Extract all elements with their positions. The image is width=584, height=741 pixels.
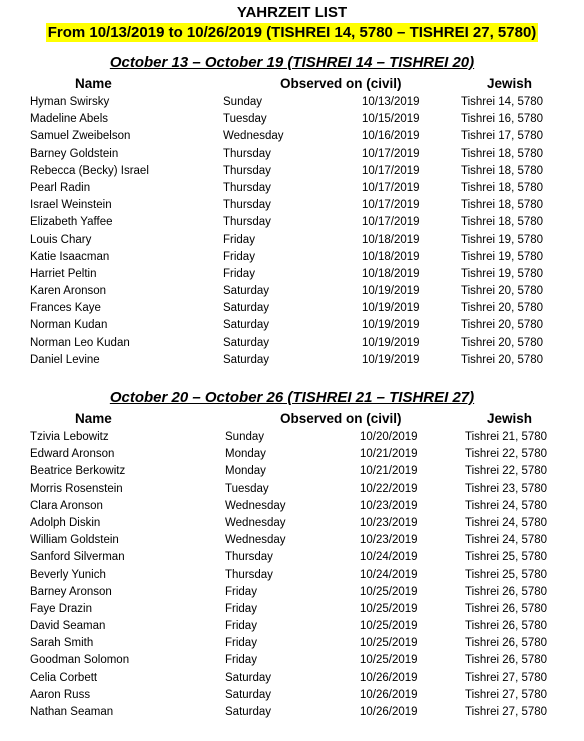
row-name: Norman Kudan [30, 319, 108, 332]
row-day: Wednesday [225, 534, 286, 547]
row-name: Daniel Levine [30, 353, 100, 366]
table-row [0, 584, 584, 601]
section-2 [0, 389, 584, 721]
row-jewish-date: Tishrei 18, 5780 [461, 199, 544, 212]
row-civil-date: 10/22/2019 [360, 482, 418, 495]
row-day: Wednesday [223, 130, 284, 143]
date-range-subtitle: From 10/13/2019 to 10/26/2019 (TISHREI 14, 5780 – TISHREI 27, 5780) [47, 24, 537, 41]
row-jewish-date: Tishrei 27, 5780 [465, 706, 548, 718]
table-row [0, 163, 584, 180]
column-header-jewish: Jewish [487, 411, 533, 426]
row-civil-date: 10/19/2019 [362, 353, 420, 366]
row-name: Hyman Swirsky [30, 96, 110, 108]
row-civil-date: 10/20/2019 [360, 431, 418, 443]
row-day: Thursday [223, 199, 271, 212]
row-jewish-date: Tishrei 19, 5780 [461, 267, 544, 280]
row-name: Morris Rosenstein [30, 482, 123, 495]
row-day: Thursday [223, 181, 271, 194]
row-jewish-date: Tishrei 25, 5780 [465, 551, 548, 564]
row-day: Tuesday [225, 482, 269, 495]
row-name: Beverly Yunich [30, 568, 106, 581]
row-day: Wednesday [225, 516, 286, 529]
row-jewish-date: Tishrei 18, 5780 [461, 147, 544, 160]
row-day: Thursday [223, 164, 271, 177]
row-jewish-date: Tishrei 24, 5780 [465, 499, 548, 512]
row-civil-date: 10/17/2019 [362, 164, 420, 177]
row-civil-date: 10/24/2019 [360, 568, 418, 581]
row-jewish-date: Tishrei 27, 5780 [465, 688, 548, 701]
row-day: Monday [225, 448, 266, 461]
column-header-observed: Observed on (civil) [280, 76, 402, 91]
row-jewish-date: Tishrei 19, 5780 [461, 233, 544, 246]
row-civil-date: 10/21/2019 [360, 465, 418, 478]
table-row [0, 249, 584, 266]
row-civil-date: 10/18/2019 [362, 267, 420, 280]
table-row [0, 300, 584, 317]
row-day: Sunday [225, 431, 265, 443]
row-civil-date: 10/26/2019 [360, 706, 418, 718]
row-day: Saturday [223, 353, 270, 366]
row-name: Pearl Radin [30, 181, 91, 194]
row-civil-date: 10/17/2019 [362, 199, 420, 212]
row-name: Celia Corbett [30, 671, 98, 684]
table-row [0, 446, 584, 463]
table-row [0, 111, 584, 128]
row-civil-date: 10/19/2019 [362, 302, 420, 315]
row-name: Nathan Seaman [30, 706, 114, 718]
row-civil-date: 10/26/2019 [360, 688, 418, 701]
table-row [0, 232, 584, 249]
row-name: Aaron Russ [30, 688, 91, 701]
row-name: Israel Weinstein [30, 199, 112, 212]
row-day: Saturday [225, 671, 272, 684]
row-jewish-date: Tishrei 25, 5780 [465, 568, 548, 581]
table-row [0, 704, 584, 721]
row-civil-date: 10/18/2019 [362, 233, 420, 246]
table-row [0, 317, 584, 334]
row-name: Edward Aronson [30, 448, 115, 461]
table-row [0, 567, 584, 584]
table-row [0, 687, 584, 704]
row-jewish-date: Tishrei 26, 5780 [465, 637, 548, 650]
row-civil-date: 10/25/2019 [360, 585, 418, 598]
row-day: Friday [223, 233, 255, 246]
row-day: Friday [225, 637, 257, 650]
row-day: Thursday [225, 551, 273, 564]
row-name: Faye Drazin [30, 602, 92, 615]
column-header-name: Name [75, 76, 112, 91]
row-civil-date: 10/19/2019 [362, 285, 420, 298]
row-civil-date: 10/23/2019 [360, 499, 418, 512]
table-row [0, 94, 584, 111]
table-row [0, 214, 584, 231]
section-heading: October 20 – October 26 (TISHREI 21 – TISHREI 27) [109, 389, 475, 406]
table-row [0, 498, 584, 515]
row-civil-date: 10/25/2019 [360, 602, 418, 615]
row-jewish-date: Tishrei 16, 5780 [461, 113, 544, 126]
page-title: YAHRZEIT LIST [236, 4, 348, 21]
row-name: Harriet Peltin [30, 267, 97, 280]
row-day: Saturday [225, 688, 272, 701]
row-day: Friday [225, 585, 257, 598]
table-row [0, 481, 584, 498]
row-name: Samuel Zweibelson [30, 130, 131, 143]
row-day: Sunday [223, 96, 263, 108]
row-day: Friday [223, 250, 255, 263]
row-name: Adolph Diskin [30, 516, 101, 529]
row-name: Sarah Smith [30, 637, 94, 650]
row-civil-date: 10/23/2019 [360, 516, 418, 529]
row-jewish-date: Tishrei 22, 5780 [465, 448, 548, 461]
row-name: Madeline Abels [30, 113, 108, 126]
row-day: Friday [225, 620, 257, 633]
row-day: Friday [225, 654, 257, 667]
row-jewish-date: Tishrei 24, 5780 [465, 534, 548, 547]
row-civil-date: 10/19/2019 [362, 336, 420, 349]
row-day: Monday [225, 465, 266, 478]
row-name: Norman Leo Kudan [30, 336, 130, 349]
row-jewish-date: Tishrei 20, 5780 [461, 336, 544, 349]
row-civil-date: 10/19/2019 [362, 319, 420, 332]
row-name: Tzivia Lebowitz [30, 431, 109, 443]
row-jewish-date: Tishrei 24, 5780 [465, 516, 548, 529]
table-row [0, 532, 584, 549]
row-jewish-date: Tishrei 14, 5780 [461, 96, 544, 108]
row-civil-date: 10/15/2019 [362, 113, 420, 126]
row-name: David Seaman [30, 620, 106, 633]
row-civil-date: 10/17/2019 [362, 181, 420, 194]
row-name: Elizabeth Yaffee [30, 216, 113, 229]
row-day: Saturday [223, 336, 270, 349]
table-rows [0, 429, 584, 721]
column-headers [0, 76, 584, 94]
row-jewish-date: Tishrei 26, 5780 [465, 602, 548, 615]
row-day: Thursday [223, 216, 271, 229]
row-day: Saturday [223, 285, 270, 298]
row-jewish-date: Tishrei 27, 5780 [465, 671, 548, 684]
row-civil-date: 10/25/2019 [360, 654, 418, 667]
row-name: Barney Goldstein [30, 147, 119, 160]
section-heading: October 13 – October 19 (TISHREI 14 – TISHREI 20) [109, 54, 475, 71]
column-header-name: Name [75, 411, 112, 426]
row-day: Saturday [223, 319, 270, 332]
row-civil-date: 10/13/2019 [362, 96, 420, 108]
table-row [0, 549, 584, 566]
row-civil-date: 10/18/2019 [362, 250, 420, 263]
row-name: Frances Kaye [30, 302, 101, 315]
row-jewish-date: Tishrei 20, 5780 [461, 302, 544, 315]
table-row [0, 601, 584, 618]
table-row [0, 128, 584, 145]
table-row [0, 652, 584, 669]
row-jewish-date: Tishrei 18, 5780 [461, 216, 544, 229]
row-name: Rebecca (Becky) Israel [30, 164, 149, 177]
row-civil-date: 10/21/2019 [360, 448, 418, 461]
table-row [0, 515, 584, 532]
table-rows [0, 94, 584, 369]
row-jewish-date: Tishrei 26, 5780 [465, 654, 548, 667]
row-civil-date: 10/25/2019 [360, 620, 418, 633]
row-day: Thursday [223, 147, 271, 160]
row-name: Louis Chary [30, 233, 92, 246]
table-row [0, 463, 584, 480]
row-civil-date: 10/25/2019 [360, 637, 418, 650]
column-header-observed: Observed on (civil) [280, 411, 402, 426]
row-jewish-date: Tishrei 18, 5780 [461, 181, 544, 194]
row-day: Wednesday [225, 499, 286, 512]
row-jewish-date: Tishrei 20, 5780 [461, 285, 544, 298]
table-row [0, 266, 584, 283]
row-name: Katie Isaacman [30, 250, 110, 263]
table-row [0, 618, 584, 635]
row-name: William Goldstein [30, 534, 119, 547]
row-civil-date: 10/26/2019 [360, 671, 418, 684]
row-jewish-date: Tishrei 21, 5780 [465, 431, 548, 443]
table-row [0, 180, 584, 197]
row-jewish-date: Tishrei 17, 5780 [461, 130, 544, 143]
row-name: Sanford Silverman [30, 551, 125, 564]
row-name: Barney Aronson [30, 585, 112, 598]
row-day: Friday [223, 267, 255, 280]
column-headers [0, 411, 584, 429]
row-civil-date: 10/17/2019 [362, 147, 420, 160]
date-range-wrap [0, 23, 584, 42]
row-day: Saturday [223, 302, 270, 315]
row-jewish-date: Tishrei 20, 5780 [461, 319, 544, 332]
row-name: Beatrice Berkowitz [30, 465, 126, 478]
row-day: Saturday [225, 706, 272, 718]
row-name: Goodman Solomon [30, 654, 130, 667]
row-civil-date: 10/23/2019 [360, 534, 418, 547]
row-day: Friday [225, 602, 257, 615]
row-jewish-date: Tishrei 22, 5780 [465, 465, 548, 478]
row-name: Karen Aronson [30, 285, 107, 298]
row-jewish-date: Tishrei 26, 5780 [465, 585, 548, 598]
row-day: Thursday [225, 568, 273, 581]
row-jewish-date: Tishrei 26, 5780 [465, 620, 548, 633]
section-1 [0, 54, 584, 369]
table-row [0, 670, 584, 687]
row-civil-date: 10/17/2019 [362, 216, 420, 229]
row-civil-date: 10/24/2019 [360, 551, 418, 564]
row-jewish-date: Tishrei 23, 5780 [465, 482, 548, 495]
table-row [0, 335, 584, 352]
row-day: Tuesday [223, 113, 267, 126]
table-row [0, 429, 584, 446]
row-jewish-date: Tishrei 19, 5780 [461, 250, 544, 263]
row-jewish-date: Tishrei 20, 5780 [461, 353, 544, 366]
column-header-jewish: Jewish [487, 76, 533, 91]
table-row [0, 352, 584, 369]
row-civil-date: 10/16/2019 [362, 130, 420, 143]
row-jewish-date: Tishrei 18, 5780 [461, 164, 544, 177]
table-row [0, 197, 584, 214]
table-row [0, 283, 584, 300]
row-name: Clara Aronson [30, 499, 103, 512]
table-row [0, 635, 584, 652]
table-row [0, 146, 584, 163]
